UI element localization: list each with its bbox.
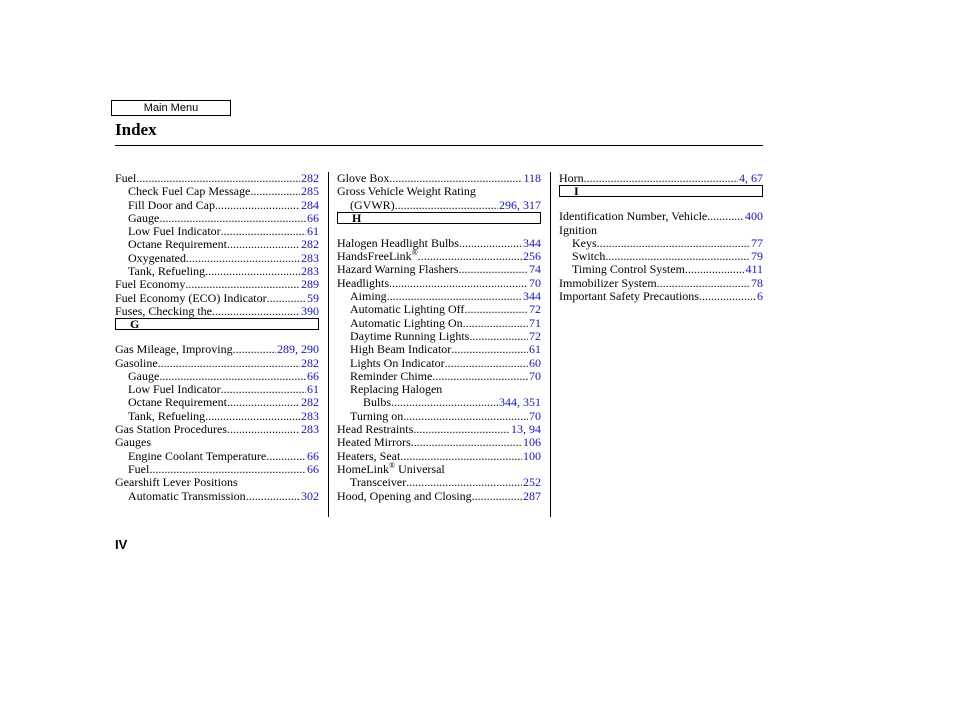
index-entry[interactable] — [115, 252, 319, 265]
page-link[interactable]: 344 — [523, 289, 541, 304]
entry-label-text: Check Fuel Cap Message — [128, 184, 251, 199]
entry-label — [350, 330, 469, 343]
leader-dots — [707, 210, 744, 223]
page-link[interactable]: 390 — [301, 303, 319, 318]
leader-dots — [221, 383, 306, 396]
entry-label — [559, 172, 584, 185]
entry-label — [337, 277, 389, 290]
entry-label-text: Daytime Running Lights — [350, 328, 470, 343]
entry-label-text: Automatic Lighting On — [350, 315, 463, 330]
index-entry[interactable] — [337, 250, 541, 263]
leader-dots — [403, 410, 528, 423]
entry-label-text: Reminder Chime — [350, 368, 433, 383]
index-entry[interactable] — [559, 210, 763, 223]
entry-label — [115, 423, 227, 436]
index-entry[interactable] — [337, 343, 541, 356]
page-link[interactable]: 252 — [523, 475, 541, 490]
page-link[interactable]: 61 — [307, 382, 319, 397]
index-entry[interactable] — [115, 370, 319, 383]
entry-label — [337, 263, 458, 276]
entry-label-text: Turning on — [350, 408, 404, 423]
column-divider-1 — [328, 172, 329, 517]
entry-label-text: Transceiver — [350, 475, 407, 490]
leader-dots — [389, 172, 522, 185]
page-link[interactable]: 106 — [523, 435, 541, 450]
entry-label-text: Immobilizer System — [559, 275, 657, 290]
title-divider — [115, 145, 763, 146]
index-entry[interactable] — [337, 423, 541, 436]
registered-mark: ® — [389, 460, 396, 470]
page-link[interactable]: 66 — [307, 461, 319, 476]
index-entry[interactable] — [115, 383, 319, 396]
index-entry[interactable] — [337, 277, 541, 290]
leader-dots — [459, 237, 522, 250]
leader-dots — [605, 250, 750, 263]
index-entry[interactable] — [337, 290, 541, 303]
page-link[interactable]: 72 — [529, 302, 541, 317]
entry-label-text: Glove Box — [337, 171, 390, 185]
leader-dots — [212, 305, 300, 318]
entry-label — [337, 490, 472, 503]
entry-label-text: Hazard Warning Flashers — [337, 262, 459, 277]
index-entry[interactable] — [337, 303, 541, 316]
index-entry[interactable] — [115, 238, 319, 251]
entry-label — [350, 199, 395, 212]
entry-label-text: Fuel Economy (ECO) Indicator — [115, 290, 267, 305]
index-entry[interactable] — [337, 436, 541, 449]
leader-dots — [159, 212, 306, 225]
column-divider-2 — [550, 172, 551, 517]
leader-dots — [445, 357, 528, 370]
page-link[interactable]: 283 — [301, 408, 319, 423]
leader-dots — [400, 450, 522, 463]
entry-label — [128, 238, 227, 251]
entry-label — [128, 212, 159, 225]
page-link[interactable]: 6 — [757, 289, 763, 304]
index-entry[interactable] — [115, 343, 319, 356]
page-link[interactable]: 78 — [751, 275, 763, 290]
leader-dots — [246, 490, 300, 503]
leader-dots — [227, 238, 300, 251]
page-link[interactable]: 66 — [307, 448, 319, 463]
page-link[interactable]: 70 — [529, 275, 541, 290]
page-link[interactable]: 100 — [523, 448, 541, 463]
entry-label-text: Aiming — [350, 289, 387, 304]
page-link[interactable]: 287 — [523, 488, 541, 503]
index-column-2 — [337, 172, 541, 503]
index-entry[interactable] — [337, 476, 541, 489]
index-entry[interactable] — [115, 185, 319, 198]
entry-label-text: Replacing Halogen — [350, 382, 443, 397]
index-entry — [337, 460, 541, 476]
page-link[interactable]: 4, 67 — [739, 171, 763, 185]
page-link[interactable]: 282 — [301, 395, 319, 410]
page-link[interactable]: 118 — [523, 171, 541, 185]
entry-label — [115, 172, 136, 185]
index-column-3 — [559, 172, 763, 303]
entry-label — [337, 185, 476, 198]
page-link[interactable]: 70 — [529, 408, 541, 423]
index-entry[interactable] — [559, 290, 763, 303]
entry-label-suffix: Universal — [395, 461, 445, 476]
page-link[interactable]: 285 — [301, 184, 319, 199]
page-link[interactable]: 283 — [301, 264, 319, 279]
entry-label-text: Keys — [572, 235, 597, 250]
index-entry[interactable] — [115, 450, 319, 463]
leader-dots — [395, 199, 498, 212]
index-entry[interactable] — [337, 490, 541, 503]
leader-dots — [699, 290, 756, 303]
entry-label-text: Fuel — [128, 461, 150, 476]
entry-label-text: Fuel — [115, 171, 137, 185]
index-entry[interactable] — [559, 250, 763, 263]
section-header-i: I — [559, 185, 763, 197]
leader-dots — [149, 463, 306, 476]
index-entry[interactable] — [337, 370, 541, 383]
entry-label — [337, 460, 445, 476]
index-entry[interactable] — [115, 172, 319, 185]
index-entry[interactable] — [115, 396, 319, 409]
page-link[interactable]: 289 — [301, 277, 319, 292]
entry-label-text: Octane Requirement — [128, 395, 227, 410]
page-link[interactable]: 284 — [301, 197, 319, 212]
entry-label — [128, 225, 221, 238]
page-link[interactable]: 66 — [307, 210, 319, 225]
page-link[interactable]: 13, 94 — [511, 422, 541, 437]
entry-label-text: Switch — [572, 249, 606, 264]
leader-dots — [136, 172, 300, 185]
entry-label — [115, 305, 212, 318]
index-column-1 — [115, 172, 319, 503]
entry-label-text: Low Fuel Indicator — [128, 224, 221, 239]
entry-label-text: Important Safety Precautions — [559, 289, 699, 304]
leader-dots — [205, 410, 300, 423]
entry-label-text: (GVWR) — [350, 197, 395, 212]
entry-label — [128, 370, 159, 383]
entry-label — [559, 290, 699, 303]
index-entry[interactable] — [115, 357, 319, 370]
index-entry[interactable] — [115, 423, 319, 436]
leader-dots — [233, 343, 276, 356]
page-link[interactable]: 59 — [307, 290, 319, 305]
page-link[interactable]: 282 — [301, 355, 319, 370]
entry-label-text: Fuel Economy — [115, 277, 186, 292]
entry-label — [350, 357, 445, 370]
leader-dots — [185, 278, 300, 291]
index-entry[interactable] — [115, 410, 319, 423]
leader-dots — [227, 396, 300, 409]
leader-dots — [158, 357, 300, 370]
entry-label-text: Oxygenated — [128, 250, 186, 265]
entry-label-text: Gauge — [128, 210, 160, 225]
leader-dots — [186, 252, 300, 265]
page-link[interactable]: 344 — [523, 235, 541, 250]
entry-label — [350, 370, 432, 383]
entry-label — [128, 463, 149, 476]
entry-label — [115, 278, 185, 291]
index-entry[interactable] — [337, 172, 541, 185]
entry-label — [337, 423, 413, 436]
index-entry[interactable] — [115, 463, 319, 476]
entry-label — [128, 490, 246, 503]
leader-dots — [451, 343, 528, 356]
page-link[interactable]: 282 — [301, 237, 319, 252]
leader-dots — [159, 370, 306, 383]
main-menu-button[interactable]: Main Menu — [111, 100, 231, 116]
leader-dots — [387, 290, 522, 303]
entry-label — [115, 343, 233, 356]
entry-label-text: Horn — [559, 171, 584, 185]
leader-dots — [411, 436, 522, 449]
index-entry[interactable] — [337, 396, 541, 409]
page-link[interactable]: 411 — [745, 262, 763, 277]
entry-label — [559, 224, 597, 237]
page-link[interactable]: 66 — [307, 368, 319, 383]
leader-dots — [250, 185, 300, 198]
leader-dots — [685, 263, 745, 276]
index-entry[interactable] — [115, 490, 319, 503]
entry-label — [115, 357, 158, 370]
entry-label — [337, 172, 389, 185]
page-title: Index — [115, 120, 157, 139]
entry-label-text: Fill Door and Cap — [128, 197, 215, 212]
index-entry[interactable] — [115, 305, 319, 318]
entry-label-text: Tank, Refueling — [128, 408, 206, 423]
entry-label — [350, 476, 406, 489]
leader-dots — [205, 265, 300, 278]
index-entry[interactable] — [115, 199, 319, 212]
entry-label-text: Halogen Headlight Bulbs — [337, 235, 459, 250]
page-link[interactable]: 283 — [301, 250, 319, 265]
index-entry[interactable] — [115, 278, 319, 291]
index-entry[interactable] — [115, 292, 319, 305]
index-entry[interactable] — [559, 263, 763, 276]
leader-dots — [406, 476, 522, 489]
entry-label-text: Head Restraints — [337, 422, 414, 437]
page-link[interactable]: 60 — [529, 355, 541, 370]
entry-label-text: Gas Mileage, Improving — [115, 342, 233, 357]
index-entry — [337, 383, 541, 396]
entry-label-text: Heaters, Seat — [337, 448, 401, 463]
entry-label-text: Timing Control System — [572, 262, 685, 277]
section-header-g: G — [115, 318, 319, 330]
entry-label — [128, 252, 186, 265]
index-entry — [559, 224, 763, 237]
entry-label — [350, 383, 442, 396]
page-link[interactable]: 61 — [307, 224, 319, 239]
entry-label-text: Bulbs — [363, 395, 392, 410]
entry-label-text: HomeLink — [337, 461, 389, 476]
entry-label-text: Ignition — [559, 222, 597, 237]
entry-label — [559, 210, 707, 223]
page-link[interactable]: 344, 351 — [499, 395, 541, 410]
index-entry[interactable] — [559, 277, 763, 290]
entry-label — [350, 410, 403, 423]
index-entry[interactable] — [559, 237, 763, 250]
page-link[interactable]: 302 — [301, 488, 319, 503]
page-link[interactable]: 289, 290 — [277, 342, 319, 357]
leader-dots — [389, 277, 528, 290]
section-header-h: H — [337, 212, 541, 224]
entry-label — [128, 185, 250, 198]
entry-label-text: Engine Coolant Temperature — [128, 448, 267, 463]
entry-label — [128, 199, 215, 212]
leader-dots — [227, 423, 300, 436]
index-entry[interactable] — [337, 199, 541, 212]
index-entry — [115, 476, 319, 489]
index-entry[interactable] — [115, 265, 319, 278]
entry-label-text: Low Fuel Indicator — [128, 382, 221, 397]
entry-label-text: Tank, Refueling — [128, 264, 206, 279]
leader-dots — [464, 303, 528, 316]
page-link[interactable]: 72 — [529, 328, 541, 343]
entry-label — [572, 237, 597, 250]
entry-label — [115, 476, 238, 489]
entry-label-text: Gauge — [128, 368, 160, 383]
index-entry[interactable] — [559, 172, 763, 185]
page-link[interactable]: 74 — [529, 262, 541, 277]
entry-label-text: Headlights — [337, 275, 389, 290]
leader-dots — [458, 263, 528, 276]
entry-label-text: Hood, Opening and Closing — [337, 488, 472, 503]
leader-dots — [597, 237, 750, 250]
entry-label-text: Gas Station Procedures — [115, 422, 227, 437]
entry-label — [572, 250, 605, 263]
entry-label-text: Automatic Transmission — [128, 488, 246, 503]
page-link[interactable]: 77 — [751, 235, 763, 250]
index-entry — [115, 436, 319, 449]
entry-label-text: Fuses, Checking the — [115, 303, 212, 318]
entry-label — [350, 290, 387, 303]
leader-dots — [267, 292, 306, 305]
leader-dots — [413, 423, 510, 436]
leader-dots — [432, 370, 528, 383]
page-link[interactable]: 283 — [301, 422, 319, 437]
index-entry[interactable] — [337, 450, 541, 463]
entry-label-text: Automatic Lighting Off — [350, 302, 465, 317]
entry-label-text: Gasoline — [115, 355, 158, 370]
leader-dots — [469, 330, 528, 343]
entry-label — [128, 396, 227, 409]
page-link[interactable]: 282 — [301, 171, 319, 185]
leader-dots — [472, 490, 522, 503]
leader-dots — [657, 277, 750, 290]
entry-label-text: HandsFreeLink — [337, 249, 412, 264]
entry-label-text: Gauges — [115, 435, 151, 450]
page-link[interactable]: 400 — [745, 209, 763, 224]
index-entry[interactable] — [115, 212, 319, 225]
leader-dots — [266, 450, 306, 463]
entry-label-text: Gross Vehicle Weight Rating — [337, 184, 476, 199]
leader-dots — [463, 317, 528, 330]
leader-dots — [584, 172, 738, 185]
entry-label — [350, 317, 463, 330]
entry-label-text: Octane Requirement — [128, 237, 227, 252]
index-entry[interactable] — [337, 357, 541, 370]
entry-label — [572, 263, 685, 276]
leader-dots — [215, 199, 300, 212]
entry-label-text: High Beam Indicator — [350, 342, 452, 357]
leader-dots — [221, 225, 306, 238]
entry-label-text: Gearshift Lever Positions — [115, 475, 238, 490]
entry-label — [128, 450, 266, 463]
entry-label — [363, 396, 391, 409]
entry-label — [115, 292, 267, 305]
leader-dots — [391, 396, 498, 409]
entry-label-text: Heated Mirrors — [337, 435, 411, 450]
entry-label — [559, 277, 657, 290]
page-link[interactable]: 256 — [523, 249, 541, 264]
entry-label — [350, 343, 451, 356]
entry-label — [128, 410, 205, 423]
leader-dots — [418, 250, 522, 263]
entry-label — [128, 383, 221, 396]
entry-label-text: Identification Number, Vehicle — [559, 209, 708, 224]
page-link[interactable]: 296, 317 — [499, 197, 541, 212]
page-link[interactable]: 71 — [529, 315, 541, 330]
registered-mark: ® — [411, 248, 418, 258]
index-entry[interactable] — [337, 330, 541, 343]
index-entry[interactable] — [337, 317, 541, 330]
entry-label — [128, 265, 205, 278]
index-entry — [337, 185, 541, 198]
entry-label — [115, 436, 151, 449]
entry-label-text: Lights On Indicator — [350, 355, 445, 370]
index-entry[interactable] — [337, 410, 541, 423]
page-number: IV — [115, 537, 128, 552]
index-entry[interactable] — [115, 225, 319, 238]
page-link[interactable]: 61 — [529, 342, 541, 357]
page-link[interactable]: 79 — [751, 249, 763, 264]
index-entry[interactable] — [337, 263, 541, 276]
entry-label — [337, 250, 418, 263]
entry-label — [337, 436, 411, 449]
page-link[interactable]: 70 — [529, 368, 541, 383]
entry-label — [350, 303, 464, 316]
